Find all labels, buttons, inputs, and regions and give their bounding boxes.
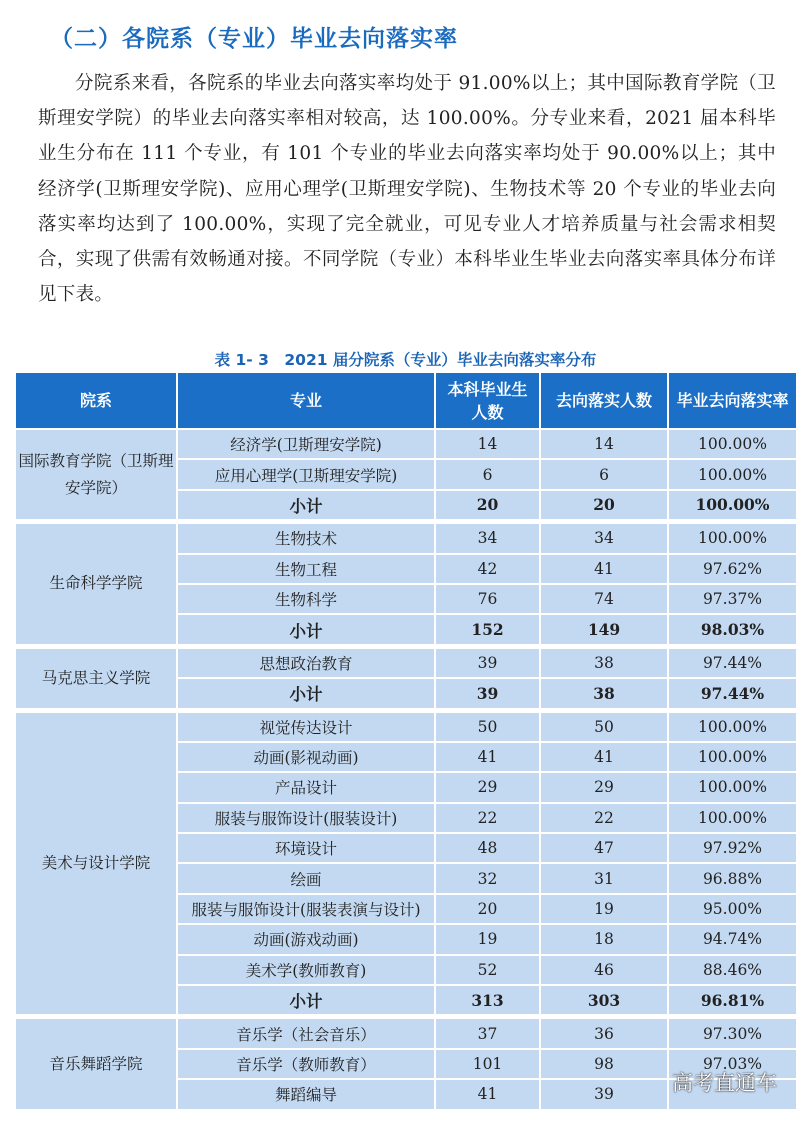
table-row <box>16 710 796 741</box>
placed-cell: 41 <box>541 555 667 583</box>
major-cell: 产品设计 <box>178 773 434 801</box>
body-paragraph: 分院系来看，各院系的毕业去向落实率均处于 91.00%以上；其中国际教育学院（卫斯理安学院）的毕业去向落实率相对较高，达 100.00%。分专业来看，2021 届本科毕业生分布在 111 个专业，有 101 个专业的毕业去向落实率均处于 90.00%以上；其中经济学(卫斯理安学院)、应用心理学(卫斯理安学院)、生物技术等 20 个专业的毕业去向落实率均达到了 100.00%，实现了完全就业，可见专业人才培养质量与社会需求相契合，实现了供需有效畅通对接。不同学院（专业）本科毕业生毕业去向落实率具体分布详见下表。 <box>38 73 776 306</box>
placed-cell: 74 <box>541 585 667 613</box>
dept-cell: 音乐舞蹈学院 <box>16 1016 176 1108</box>
rate-cell: 100.00% <box>669 460 796 488</box>
table-header-row <box>16 373 796 428</box>
placement-rate-table <box>14 371 798 1111</box>
dept-cell: 美术与设计学院 <box>16 710 176 1015</box>
rate-cell: 95.00% <box>669 895 796 923</box>
placed-cell: 46 <box>541 956 667 984</box>
graduates-cell: 313 <box>436 986 539 1014</box>
major-cell: 舞蹈编导 <box>178 1080 434 1108</box>
header-dept: 院系 <box>16 373 176 428</box>
rate-cell: 100.00% <box>669 430 796 458</box>
major-cell: 视觉传达设计 <box>178 710 434 741</box>
placed-cell: 34 <box>541 521 667 552</box>
placed-cell: 19 <box>541 895 667 923</box>
major-cell: 生物科学 <box>178 585 434 613</box>
rate-cell: 94.74% <box>669 925 796 953</box>
table-row <box>16 1016 796 1047</box>
section-heading: （二）各院系（专业）毕业去向落实率 <box>50 26 458 52</box>
placed-cell: 39 <box>541 1080 667 1108</box>
graduates-cell: 152 <box>436 615 539 643</box>
major-cell: 生物工程 <box>178 555 434 583</box>
placed-cell: 47 <box>541 834 667 862</box>
rate-cell: 97.44% <box>669 646 796 677</box>
placed-cell: 14 <box>541 430 667 458</box>
rate-cell: 100.00% <box>669 491 796 519</box>
major-cell: 思想政治教育 <box>178 646 434 677</box>
rate-cell: 96.81% <box>669 986 796 1014</box>
rate-cell: 88.46% <box>669 956 796 984</box>
dept-cell: 国际教育学院（卫斯理安学院） <box>16 430 176 519</box>
major-cell: 美术学(教师教育) <box>178 956 434 984</box>
placed-cell: 38 <box>541 646 667 677</box>
table-row <box>16 521 796 552</box>
watermark: 高考直通车 <box>672 1071 777 1095</box>
table-caption: 表 1- 3 2021 届分院系（专业）毕业去向落实率分布 <box>214 351 597 369</box>
rate-cell: 100.00% <box>669 710 796 741</box>
table-row <box>16 646 796 677</box>
major-cell: 动画(游戏动画) <box>178 925 434 953</box>
rate-cell: 97.44% <box>669 679 796 707</box>
graduates-cell: 19 <box>436 925 539 953</box>
major-cell: 音乐学（社会音乐） <box>178 1016 434 1047</box>
graduates-cell: 41 <box>436 743 539 771</box>
major-cell: 音乐学（教师教育） <box>178 1050 434 1078</box>
major-cell: 小计 <box>178 491 434 519</box>
placed-cell: 98 <box>541 1050 667 1078</box>
rate-cell: 97.92% <box>669 834 796 862</box>
graduates-cell: 52 <box>436 956 539 984</box>
placed-cell: 303 <box>541 986 667 1014</box>
major-cell: 环境设计 <box>178 834 434 862</box>
graduates-cell: 29 <box>436 773 539 801</box>
graduates-cell: 39 <box>436 679 539 707</box>
graduates-cell: 20 <box>436 491 539 519</box>
header-rate: 毕业去向落实率 <box>669 373 796 428</box>
placed-cell: 41 <box>541 743 667 771</box>
rate-cell: 100.00% <box>669 521 796 552</box>
major-cell: 动画(影视动画) <box>178 743 434 771</box>
header-major: 专业 <box>178 373 434 428</box>
placed-cell: 22 <box>541 804 667 832</box>
graduates-cell: 76 <box>436 585 539 613</box>
graduates-cell: 37 <box>436 1016 539 1047</box>
placed-cell: 149 <box>541 615 667 643</box>
graduates-cell: 48 <box>436 834 539 862</box>
graduates-cell: 39 <box>436 646 539 677</box>
major-cell: 服装与服饰设计(服装表演与设计) <box>178 895 434 923</box>
placed-cell: 20 <box>541 491 667 519</box>
placed-cell: 6 <box>541 460 667 488</box>
graduates-cell: 34 <box>436 521 539 552</box>
rate-cell: 100.00% <box>669 804 796 832</box>
rate-cell: 97.30% <box>669 1016 796 1047</box>
rate-cell: 100.00% <box>669 743 796 771</box>
graduates-cell: 22 <box>436 804 539 832</box>
major-cell: 生物技术 <box>178 521 434 552</box>
major-cell: 小计 <box>178 615 434 643</box>
graduates-cell: 41 <box>436 1080 539 1108</box>
header-graduates: 本科毕业生人数 <box>436 373 539 428</box>
placed-cell: 50 <box>541 710 667 741</box>
major-cell: 服装与服饰设计(服装设计) <box>178 804 434 832</box>
placed-cell: 18 <box>541 925 667 953</box>
rate-cell: 96.88% <box>669 864 796 892</box>
major-cell: 经济学(卫斯理安学院) <box>178 430 434 458</box>
placed-cell: 29 <box>541 773 667 801</box>
major-cell: 绘画 <box>178 864 434 892</box>
dept-cell: 马克思主义学院 <box>16 646 176 708</box>
graduates-cell: 20 <box>436 895 539 923</box>
rate-cell: 97.37% <box>669 585 796 613</box>
major-cell: 小计 <box>178 986 434 1014</box>
dept-cell: 生命科学学院 <box>16 521 176 644</box>
major-cell: 应用心理学(卫斯理安学院) <box>178 460 434 488</box>
placed-cell: 36 <box>541 1016 667 1047</box>
rate-cell: 97.62% <box>669 555 796 583</box>
placed-cell: 31 <box>541 864 667 892</box>
graduates-cell: 50 <box>436 710 539 741</box>
placed-cell: 38 <box>541 679 667 707</box>
graduates-cell: 14 <box>436 430 539 458</box>
rate-cell: 98.03% <box>669 615 796 643</box>
graduates-cell: 42 <box>436 555 539 583</box>
graduates-cell: 6 <box>436 460 539 488</box>
header-placed: 去向落实人数 <box>541 373 667 428</box>
graduates-cell: 32 <box>436 864 539 892</box>
graduates-cell: 101 <box>436 1050 539 1078</box>
rate-cell: 100.00% <box>669 773 796 801</box>
table-row <box>16 430 796 458</box>
major-cell: 小计 <box>178 679 434 707</box>
rate-cell: 97.03% <box>669 1050 796 1078</box>
